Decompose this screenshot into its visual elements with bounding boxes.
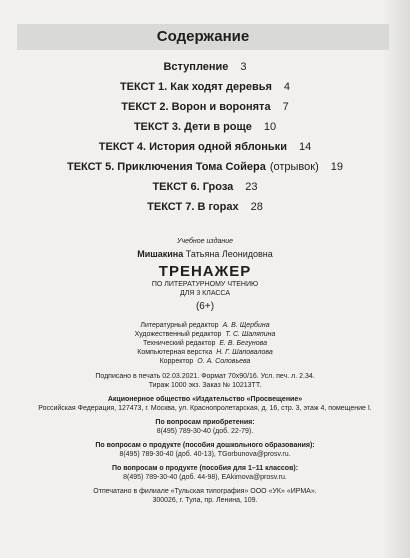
toc-entry-title: ТЕКСТ 5. Приключения Тома Сойера: [67, 161, 266, 173]
contents-title: Содержание: [156, 28, 250, 45]
staff-role: Технический редактор: [142, 340, 216, 347]
toc-entry-title: ТЕКСТ 1. Как ходят деревья: [119, 81, 272, 93]
publisher-info: [0, 395, 410, 413]
purchase-phone: 8(495) 789-30-40 (доб. 22-79).: [156, 428, 254, 435]
print-line-1: Подписано в печать 02.03.2021. Формат 70х90/16. Усл. печ. л. 2.34.: [95, 373, 315, 380]
toc-entry-note: (отрывок): [269, 161, 319, 173]
staff-list: [0, 321, 410, 366]
staff-name: Н. Г. Шаповалова: [216, 349, 273, 356]
toc-entry: [0, 197, 410, 217]
toc-entry-title: ТЕКСТ 2. Ворон и воронята: [121, 101, 271, 113]
book-subtitle-1: ПО ЛИТЕРАТУРНОМУ ЧТЕНИЮ: [151, 281, 259, 288]
staff-row: [0, 357, 410, 366]
toc-entry-page: 10: [263, 121, 277, 133]
author-last-name: Мишакина: [137, 249, 184, 259]
staff-role: Литературный редактор: [140, 322, 219, 329]
author: [0, 248, 410, 260]
staff-row: [0, 339, 410, 348]
staff-role: Корректор: [159, 358, 194, 365]
imprint-block: [0, 237, 410, 505]
printing-house: [0, 487, 410, 505]
purchase-heading: По вопросам приобретения:: [155, 419, 255, 426]
table-of-contents: [0, 57, 410, 217]
toc-entry-title: ТЕКСТ 4. История одной яблоньки: [98, 141, 287, 153]
toc-entry-title: ТЕКСТ 7. В горах: [147, 201, 239, 213]
preschool-phone: 8(495) 789-30-40 (доб. 40-13), TGorbunova@prosv.ru.: [119, 451, 291, 458]
book-title: ТРЕНАЖЕР: [158, 263, 252, 280]
toc-entry: [0, 177, 410, 197]
staff-row: [0, 321, 410, 330]
staff-name: А. В. Щербина: [222, 322, 270, 329]
school-contact: [0, 464, 410, 482]
toc-entry-page: 3: [240, 61, 247, 73]
toc-entry-title: ТЕКСТ 6. Гроза: [152, 181, 234, 193]
toc-entry-page: 7: [282, 101, 289, 113]
toc-entry: [0, 137, 410, 157]
staff-name: О. А. Соловьева: [197, 358, 251, 365]
toc-entry-page: 4: [283, 81, 291, 93]
publisher-address: Российская Федерация, 127473, г. Москва, ул. Краснопролетарская, д. 16, стр. 3, этаж 4, помещение I.: [38, 405, 372, 412]
staff-role: Художественный редактор: [134, 331, 222, 338]
toc-entry: [0, 97, 410, 117]
book-subtitle-2: ДЛЯ 3 КЛАССА: [180, 290, 230, 297]
toc-entry-title: Вступление: [163, 61, 229, 73]
toc-entry: [0, 57, 410, 77]
age-rating: (6+): [195, 301, 215, 312]
edition-type: Учебное издание: [177, 238, 233, 245]
toc-entry-page: 19: [330, 161, 343, 173]
school-heading: По вопросам о продукте (пособия для 1–11 классов):: [111, 465, 299, 472]
publisher-name: Акционерное общество «Издательство «Просвещение»: [107, 396, 303, 403]
toc-entry-page: 28: [250, 201, 263, 213]
print-line-2: Тираж 1000 экз. Заказ № 10213ТТ.: [148, 382, 262, 389]
printed-address: 300026, г. Тула, пр. Ленина, 109.: [152, 497, 258, 504]
staff-row: [0, 348, 410, 357]
staff-role: Компьютерная верстка: [137, 349, 213, 356]
toc-entry: [0, 157, 410, 177]
toc-entry: [0, 117, 410, 137]
printed-at: Отпечатано в филиале «Тульская типография» ООО «УК» «ИРМА».: [93, 488, 317, 495]
school-phone: 8(495) 789-30-40 (доб. 44-98), EAkimova@prosv.ru.: [123, 474, 287, 481]
preschool-contact: [0, 441, 410, 459]
preschool-heading: По вопросам о продукте (пособия дошкольного образования):: [95, 442, 315, 449]
staff-row: [0, 330, 410, 339]
toc-entry-title: ТЕКСТ 3. Дети в роще: [133, 121, 252, 133]
staff-name: Е. В. Бегунова: [219, 340, 268, 347]
toc-entry-page: 14: [298, 141, 312, 153]
purchase-contact: [0, 418, 410, 436]
staff-name: Т. С. Шаляпина: [225, 331, 276, 338]
toc-entry-page: 23: [245, 181, 258, 193]
contents-header: [17, 24, 389, 50]
print-info: [0, 372, 410, 390]
author-first-name: Татьяна Леонидовна: [185, 249, 273, 259]
toc-entry: [0, 77, 410, 97]
